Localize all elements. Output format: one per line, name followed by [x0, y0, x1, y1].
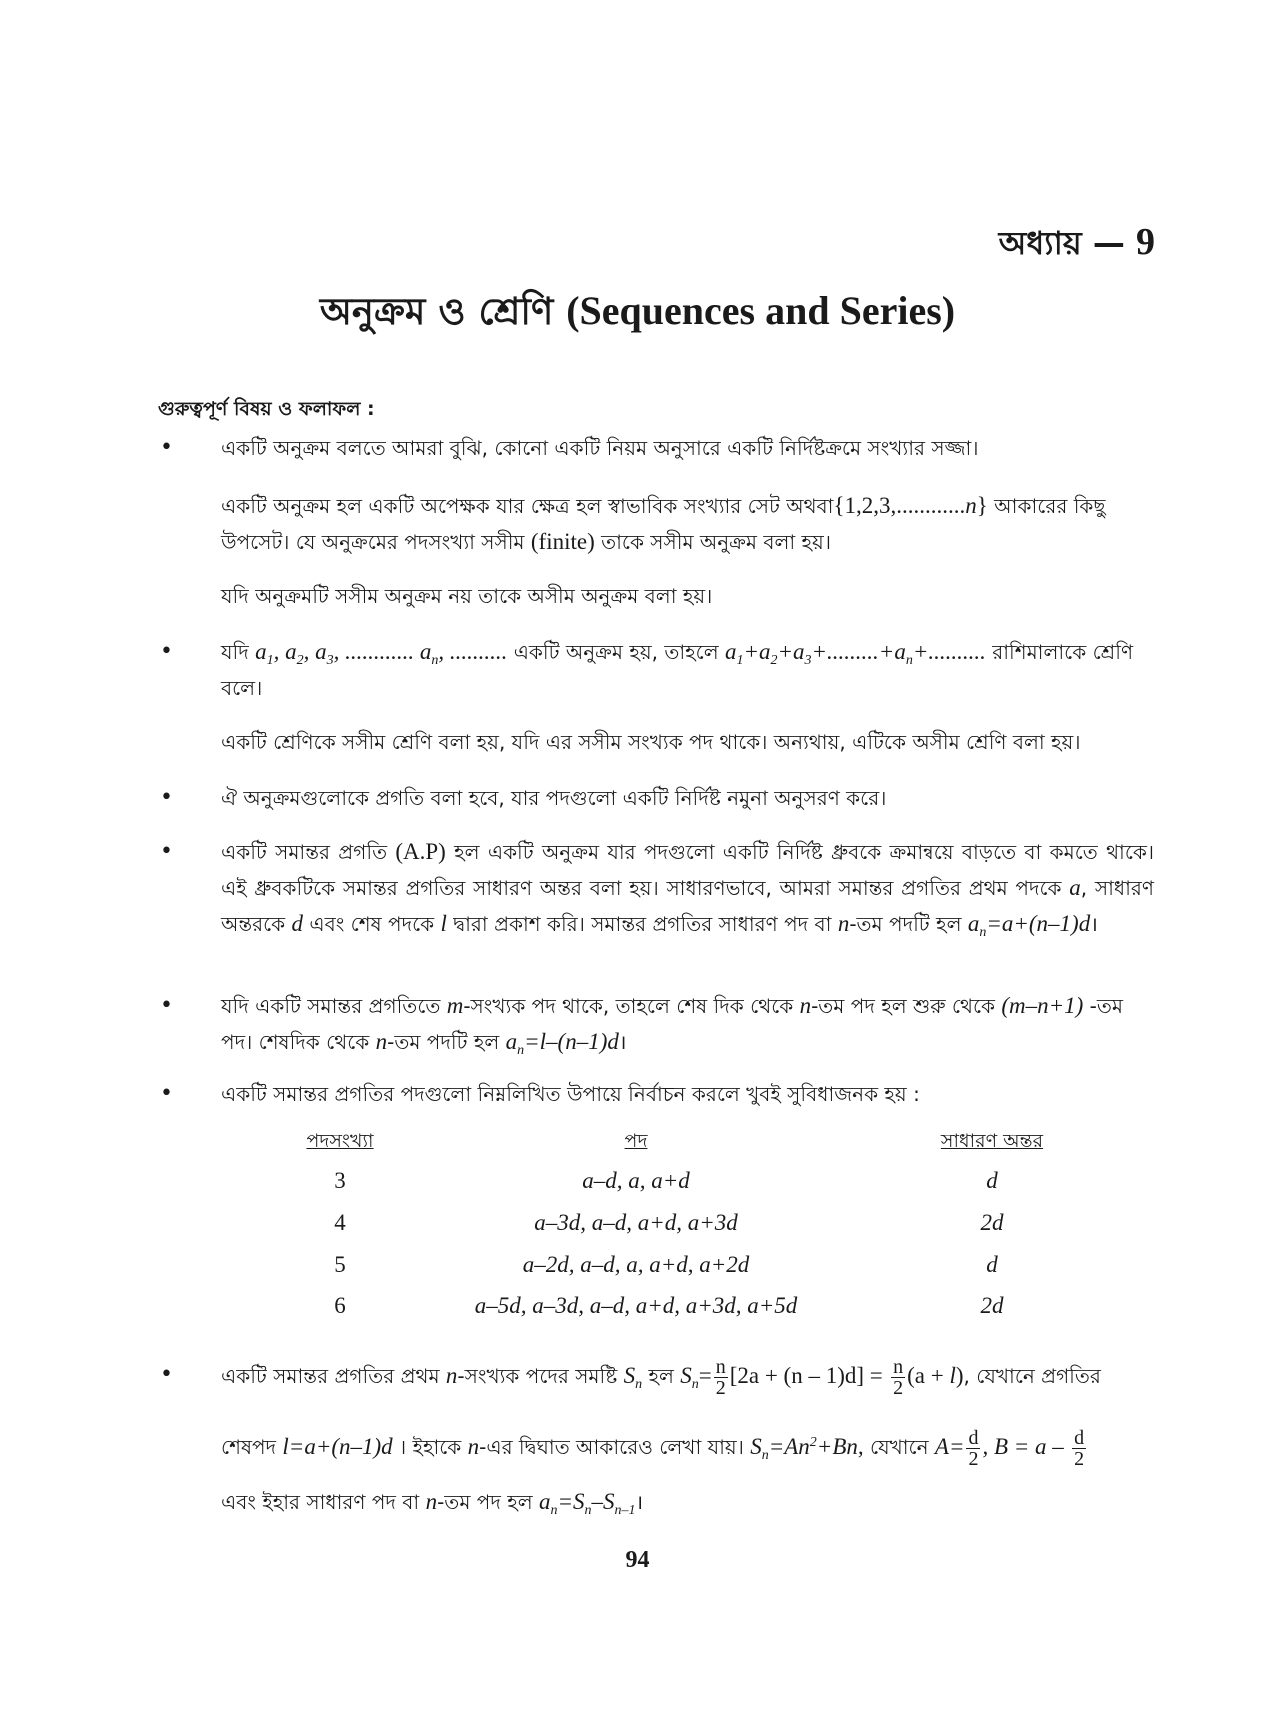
section-heading: গুরুত্বপূর্ণ বিষয় ও ফলাফল :	[158, 398, 375, 420]
title-bengali: অনুক্রম ও শ্রেণি	[319, 290, 554, 333]
paragraph-5: একটি শ্রেণিকে সসীম শ্রেণি বলা হয়, যদি এর সসীম সংখ্যক পদ থাকে। অন্যথায়, এটিকে অসীম শ্রেণি বলা হয়।	[221, 730, 1081, 754]
table-header-count: পদসংখ্যা	[306, 1130, 374, 1152]
fraction: $\frac{d}{2}$	[968, 1427, 979, 1470]
title-english: (Sequences and Series)	[566, 288, 956, 333]
paragraph-7: একটি সমান্তর প্রগতি (A.P) হল একটি অনুক্রম যার পদগুলো একটি নির্দিষ্ট ধ্রুবকে ক্রমান্বয়ে বাড়তে বা কমতে থাকে। এই ধ্রুবকটিকে সমান্তর প্রগতির সাধারণ অন্তর বলা হয়। সাধারণভাবে, আমরা সমান্তর প্রগতির প্রথম পদকে a, সাধারণ অন্তরকে d এবং শেষ পদকে l দ্বারা প্রকাশ করি। সমান্তর প্রগতির সাধারণ পদ বা n-তম পদটি হল $a_n=a+(n-1)d।$	[221, 839, 1154, 940]
chapter-number: 9	[1136, 221, 1155, 263]
paragraph-10-line-2: শেষপদ l=a+(n–1)d । ইহাকে n-এর দ্বিঘাত আকারেও লেখা যায়। $S_n=An^2+Bn$, যেখানে A= $\frac{d}{2}$ , B = a – $\frac{d}{2}$	[221, 1427, 1085, 1470]
page-number: 94	[625, 1547, 650, 1573]
table-cell: d	[986, 1168, 998, 1193]
fraction: $\frac{d}{2}$	[1074, 1427, 1085, 1470]
table-cell: a–2d, a–d, a, a+d, a+2d	[522, 1252, 750, 1277]
paragraph-2: একটি অনুক্রম হল একটি অপেক্ষক যার ক্ষেত্র হল স্বাভাবিক সংখ্যার সেট অথবা{1,2,3,............n} আকারের কিছু উপসেট। যে অনুক্রমের পদসংখ্যা সসীম (finite) তাকে সসীম অনুক্রম বলা হয়।	[221, 493, 1106, 554]
table-header-difference: সাধারণ অন্তর	[940, 1130, 1044, 1152]
fraction: $\frac{n}{2}$	[893, 1356, 904, 1399]
paragraph-9: একটি সমান্তর প্রগতির পদগুলো নিম্নলিখিত উপায়ে নির্বাচন করলে খুবই সুবিধাজনক হয় :	[221, 1082, 920, 1106]
table-cell: 6	[334, 1293, 346, 1318]
fraction: $\frac{n}{2}$	[715, 1356, 726, 1399]
paragraph-4: যদি $a_1$, $a_2$, $a_3$, ............ $a_n$, .......... একটি অনুক্রম হয়, তাহলে $a_1+a_2+a_3+.........+a_n+$.......... রাশিমালাকে শ্রেণি বলে।	[221, 639, 1134, 700]
paragraph-8: যদি একটি সমান্তর প্রগতিতে m-সংখ্যক পদ থাকে, তাহলে শেষ দিক থেকে n-তম পদ হল শুরু থেকে (m–n+1) -তম পদ। শেষদিক থেকে n-তম পদটি হল $a_n=l-(n-1)d।$	[221, 993, 1123, 1058]
chapter-word: অধ্যায় —	[998, 224, 1125, 262]
paragraph-6: ঐ অনুক্রমগুলোকে প্রগতি বলা হবে, যার পদগুলো একটি নির্দিষ্ট নমুনা অনুসরণ করে।	[221, 786, 887, 810]
table-cell: 4	[334, 1210, 346, 1235]
bullet-4: •	[160, 839, 173, 864]
bullet-1: •	[160, 435, 173, 460]
table-header-terms: পদ	[624, 1130, 648, 1152]
bullet-7: •	[160, 1362, 173, 1387]
paragraph-10-line-1: একটি সমান্তর প্রগতির প্রথম n-সংখ্যক পদের সমষ্টি $S_n$ হল $S_n=$ $\frac{n}{2}$ [2a + (n – 1)d] = $\frac{n}{2}$ (a + l), যেখানে প্রগতির	[221, 1356, 1101, 1399]
table-cell: a–5d, a–3d, a–d, a+d, a+3d, a+5d	[474, 1293, 798, 1318]
chapter-label	[999, 218, 1155, 272]
bullet-5: •	[160, 993, 173, 1018]
table-cell: 3	[334, 1168, 346, 1193]
bullet-3: •	[160, 785, 173, 810]
page-title	[0, 282, 1275, 345]
table-cell: a–3d, a–d, a+d, a+3d	[534, 1210, 738, 1235]
table-cell: a–d, a, a+d	[582, 1168, 690, 1193]
table-cell: 2d	[980, 1293, 1004, 1318]
bullet-6: •	[160, 1081, 173, 1106]
paragraph-1: একটি অনুক্রম বলতে আমরা বুঝি, কোনো একটি নিয়ম অনুসারে একটি নির্দিষ্টক্রমে সংখ্যার সজ্জা।	[221, 436, 979, 460]
bullet-2: •	[160, 639, 173, 664]
table-cell: 5	[334, 1252, 346, 1277]
table-cell: 2d	[980, 1210, 1004, 1235]
paragraph-10-line-3: এবং ইহার সাধারণ পদ বা n-তম পদ হল $a_n=S_n-S_{n-1}।$	[221, 1489, 644, 1518]
paragraph-3: যদি অনুক্রমটি সসীম অনুক্রম নয় তাকে অসীম অনুক্রম বলা হয়।	[221, 584, 713, 608]
table-cell: d	[986, 1252, 998, 1277]
